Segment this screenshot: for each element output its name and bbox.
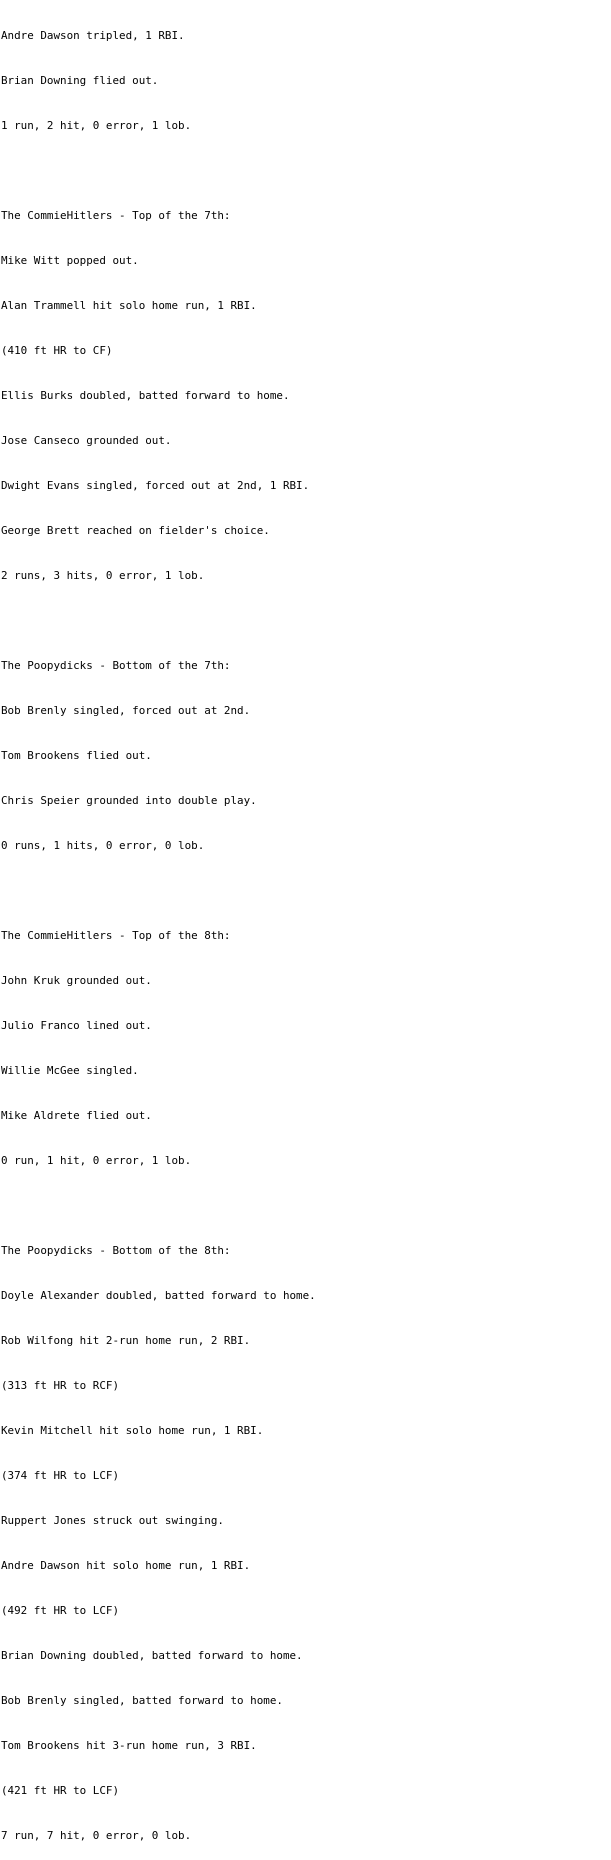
- log-line: Ruppert Jones struck out swinging.: [1, 1514, 224, 1527]
- inning-header: The Poopydicks - Bottom of the 7th:: [1, 659, 231, 672]
- inning-summary: 0 run, 1 hit, 0 error, 1 lob.: [1, 1154, 192, 1167]
- log-line: George Brett reached on fielder's choice.: [1, 524, 270, 537]
- log-line: Brian Downing flied out.: [1, 74, 159, 87]
- blank-line: [1, 1198, 611, 1213]
- log-line: Mike Aldrete flied out.: [1, 1109, 152, 1122]
- log-line: Andre Dawson tripled, 1 RBI.: [1, 29, 185, 42]
- log-line: Bob Brenly singled, forced out at 2nd.: [1, 704, 251, 717]
- home-run-distance: (421 ft HR to LCF): [1, 1784, 120, 1797]
- log-line: Kevin Mitchell hit solo home run, 1 RBI.: [1, 1424, 264, 1437]
- log-line: Chris Speier grounded into double play.: [1, 794, 257, 807]
- log-line: John Kruk grounded out.: [1, 974, 152, 987]
- blank-line: [1, 883, 611, 898]
- inning-summary: 0 runs, 1 hits, 0 error, 0 lob.: [1, 839, 205, 852]
- log-line: Alan Trammell hit solo home run, 1 RBI.: [1, 299, 257, 312]
- inning-summary: 1 run, 2 hit, 0 error, 1 lob.: [1, 119, 192, 132]
- log-line: Tom Brookens hit 3-run home run, 3 RBI.: [1, 1739, 257, 1752]
- log-line: Dwight Evans singled, forced out at 2nd, 1 RBI.: [1, 479, 310, 492]
- log-line: Doyle Alexander doubled, batted forward to home.: [1, 1289, 316, 1302]
- home-run-distance: (374 ft HR to LCF): [1, 1469, 120, 1482]
- log-line: Bob Brenly singled, batted forward to home.: [1, 1694, 283, 1707]
- log-line: Andre Dawson hit solo home run, 1 RBI.: [1, 1559, 251, 1572]
- inning-header: The CommieHitlers - Top of the 7th:: [1, 209, 231, 222]
- inning-header: The Poopydicks - Bottom of the 8th:: [1, 1244, 231, 1257]
- home-run-distance: (313 ft HR to RCF): [1, 1379, 120, 1392]
- log-line: Brian Downing doubled, batted forward to home.: [1, 1649, 303, 1662]
- log-line: Tom Brookens flied out.: [1, 749, 152, 762]
- log-line: Mike Witt popped out.: [1, 254, 139, 267]
- log-line: Ellis Burks doubled, batted forward to home.: [1, 389, 290, 402]
- blank-line: [1, 163, 611, 178]
- inning-header: The CommieHitlers - Top of the 8th:: [1, 929, 231, 942]
- log-line: Jose Canseco grounded out.: [1, 434, 172, 447]
- blank-line: [1, 613, 611, 628]
- log-line: Rob Wilfong hit 2-run home run, 2 RBI.: [1, 1334, 251, 1347]
- log-line: Willie McGee singled.: [1, 1064, 139, 1077]
- home-run-distance: (410 ft HR to CF): [1, 344, 113, 357]
- inning-summary: 7 run, 7 hit, 0 error, 0 lob.: [1, 1829, 192, 1842]
- home-run-distance: (492 ft HR to LCF): [1, 1604, 120, 1617]
- log-line: Julio Franco lined out.: [1, 1019, 152, 1032]
- inning-summary: 2 runs, 3 hits, 0 error, 1 lob.: [1, 569, 205, 582]
